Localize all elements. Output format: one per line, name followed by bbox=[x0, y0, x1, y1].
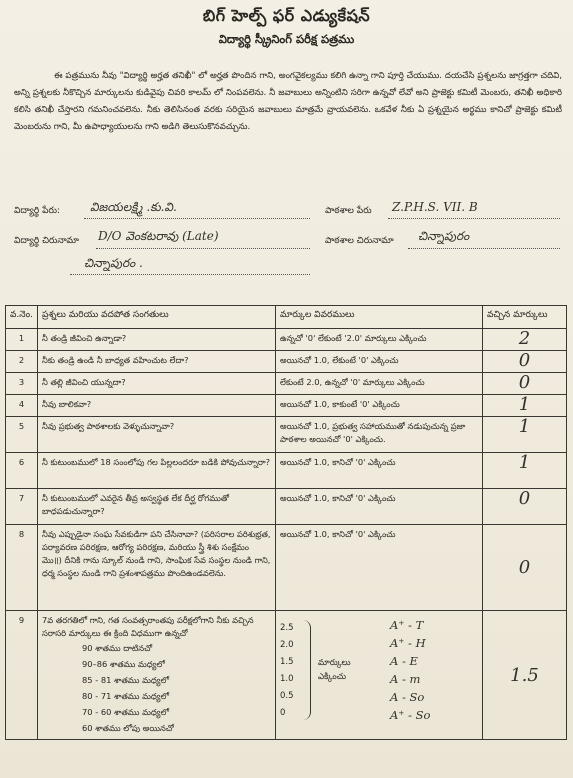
grade-entry: A⁺ - H bbox=[390, 636, 426, 650]
row-question: నీవు ఎప్పుడైనా సంఘ సేవకుడిగా పని చేసినావా? (పరిసరాల పరిశుభ్రత, పర్యావరణ పరిరక్షణ, ఆరోగ్య పరిరక్షణ, మరియు స్త్రీ శిశు సంక్షేమం మొ॥) దీనికి గాను స్కూల్ నుండి గాని, సాంఘిక సేవ సంస్థల నుండి గాని, ధర్మ సంస్థల నుండి గాని ప్రశంశాపత్రము పొందిఉండవలెను. bbox=[38, 525, 276, 611]
school-address-line bbox=[408, 248, 560, 249]
scale-value: 1.5 bbox=[280, 657, 294, 667]
row-number: 9 bbox=[6, 611, 38, 740]
percent-band: 80 - 71 శాతము మధ్యలో bbox=[82, 691, 169, 701]
scale-values bbox=[280, 620, 294, 722]
table-row bbox=[6, 373, 567, 395]
row-question: నీవు ప్రభుత్వ పాఠశాలకు వెళ్ళుచున్నావా? bbox=[38, 417, 276, 453]
row-number: 4 bbox=[6, 395, 38, 417]
student-address-line-2 bbox=[70, 274, 310, 275]
row-details: లేకుంటే 2.0, ఉన్నచో '0' మార్కులు ఎక్కించు bbox=[276, 373, 483, 395]
screening-table bbox=[5, 305, 567, 740]
row-details: ఉన్నచో '0' లేకుంటే '2.0' మార్కులు ఎక్కించు bbox=[276, 329, 483, 351]
marks-scale bbox=[280, 614, 478, 732]
table-row bbox=[6, 351, 567, 373]
grade-entry: A - So bbox=[390, 690, 425, 704]
scale-value: 0 bbox=[280, 708, 286, 718]
student-name-label: విద్యార్థి పేరు: bbox=[14, 206, 60, 216]
row-marks[interactable]: 1.5 bbox=[483, 611, 567, 740]
row-details-grades bbox=[276, 611, 483, 740]
student-address-label: విద్యార్థి చిరునామా bbox=[14, 236, 79, 246]
table-row bbox=[6, 329, 567, 351]
header-sno: వ.నెం. bbox=[6, 306, 38, 329]
row-details: అయినచో 1.0, కానిచో '0' ఎక్కించు bbox=[276, 525, 483, 611]
row-number: 1 bbox=[6, 329, 38, 351]
scale-value: 0.5 bbox=[280, 691, 294, 701]
row-details: అయినచో 1.0, ప్రభుత్వ సహాయముతో నడుపుచున్న ప్రజా పాఠశాల అయినచో '0' ఎక్కించు. bbox=[276, 417, 483, 453]
header-details: మార్కుల వివరములు bbox=[276, 306, 483, 329]
row-marks[interactable]: 0 bbox=[483, 489, 567, 525]
grade-entry: A - E bbox=[390, 654, 418, 668]
row-question: నీ తల్లి జీవించి యున్నదా? bbox=[38, 373, 276, 395]
school-address-value[interactable]: చిన్నాపురం bbox=[418, 229, 470, 243]
form-subtitle: విద్యార్థి స్క్రీనింగ్ పరీక్ష పత్రము bbox=[218, 32, 355, 46]
student-name-value[interactable]: విజయలక్ష్మి .కు.వి. bbox=[90, 200, 177, 214]
row-details: అయినచో 1.0, కాకుంటే '0' ఎక్కించు bbox=[276, 395, 483, 417]
row-marks[interactable]: 0 bbox=[483, 525, 567, 611]
row-details: అయినచో 1.0, కానిచో '0' ఎక్కించు bbox=[276, 489, 483, 525]
school-address-label: పాఠశాల చిరునామా bbox=[325, 236, 394, 246]
student-address-value[interactable]: D/O వెంకటరావు (Late) bbox=[98, 229, 219, 243]
scale-brace bbox=[302, 620, 311, 720]
row-marks[interactable]: 1 bbox=[483, 417, 567, 453]
school-name-label: పాఠశాల పేరు bbox=[325, 206, 372, 216]
school-name-line bbox=[388, 218, 560, 219]
student-address-value-2[interactable]: చిన్నాపురం . bbox=[84, 256, 143, 270]
row-number: 7 bbox=[6, 489, 38, 525]
student-address-line bbox=[96, 248, 310, 249]
row-marks[interactable]: 2 bbox=[483, 329, 567, 351]
row-question: నీ కుటుంబములో 18 సంంలోపు గల పిల్లలందరూ బడికి పోవుచున్నారా? bbox=[38, 453, 276, 489]
row-marks[interactable]: 0 bbox=[483, 351, 567, 373]
grade-entry: A⁺ - So bbox=[390, 708, 431, 722]
header-question: ప్రశ్నలు మరియు వదపోత సంగతులు bbox=[38, 306, 276, 329]
row-marks[interactable]: 0 bbox=[483, 373, 567, 395]
percent-band: 90–86 శాతము మధ్యలో bbox=[82, 659, 165, 669]
row-marks[interactable]: 1 bbox=[483, 395, 567, 417]
row-number: 6 bbox=[6, 453, 38, 489]
row-number: 3 bbox=[6, 373, 38, 395]
grades-question-text: 7వ తరగతిలో గాని, గత సంవత్సరాంతపు పరీక్షలోగాని నీకు వచ్చిన సరాసరి మార్కులు ఈ క్రింది విధముగా ఉన్నచో bbox=[42, 615, 254, 638]
form-title: బిగ్ హెల్ప్ ఫర్ ఎడ్యుకేషన్ bbox=[202, 6, 371, 25]
row-question: నీ తండ్రి జీవించి ఉన్నాడా? bbox=[38, 329, 276, 351]
instructions-paragraph: ఈ పత్రమును నీవు "విద్యార్థి అర్హత తనిఖీ" లో అర్హత పొందిన గాని, అంగవైకల్యము కలిగి ఉన్నా గాని పూర్తి చేయుము. దయచేసి ప్రశ్నలను జాగ్రత్తగా చదివి, అన్ని ప్రశ్నలకు నీకొచ్చిన మార్కులను కుడివైపు చివరి కాలమ్ లో నింపవలెను. నీ జవాబులు అన్నింటిని సరిగా ఉన్నవో లేవో అని ప్రాజెక్టు కమిటీ మెంబరు, తనిఖీ అధికారి కలిసి తనిఖీ చేస్తారని గమనించవలెను. నీకు తెలిసినంత వరకు సరియైన జవాబులు మాత్రమే వ్రాయవలెను. ఒకవేళ నీకు ఏ ప్రశ్నయైన అర్థము కానిచో ప్రాజెక్టు కమిటీ మెంబరును గాని, మీ ఉపాధ్యాయులను గాని అడిగి తెలుసుకొనవచ్చును. bbox=[14, 71, 562, 132]
row-question: నీకు తండ్రి ఉండి నీ బాధ్యత వహించుట లేదా? bbox=[38, 351, 276, 373]
row-question: నీ కుటుంబములో ఎవరైన తీవ్ర అస్వస్థత లేక దీర్ఘ రోగముతో బాధపడుచున్నారా? bbox=[38, 489, 276, 525]
scale-label: మార్కులు ఎక్కించు bbox=[318, 658, 351, 682]
row-question: నీవు బాలికవా? bbox=[38, 395, 276, 417]
percent-band-list bbox=[42, 640, 271, 736]
school-name-value[interactable]: Z.P.H.S. VII. B bbox=[392, 200, 478, 214]
scale-value: 2.0 bbox=[280, 640, 294, 650]
row-number: 8 bbox=[6, 525, 38, 611]
row-details: అయినచో 1.0, కానిచో '0' ఎక్కించు bbox=[276, 453, 483, 489]
row-marks[interactable]: 1 bbox=[483, 453, 567, 489]
row-number: 2 bbox=[6, 351, 38, 373]
table-header-row bbox=[6, 306, 567, 329]
row-question-grades bbox=[38, 611, 276, 740]
table-row bbox=[6, 417, 567, 453]
header-marks: వచ్చిన మార్కులు bbox=[483, 306, 567, 329]
percent-band: 90 శాతము దాటినచో bbox=[82, 643, 153, 653]
percent-band: 60 శాతము లోపు అయినచో bbox=[82, 723, 174, 733]
grade-entry: A⁺ - T bbox=[390, 618, 424, 632]
grade-entry: A - m bbox=[390, 672, 421, 686]
percent-band: 85 - 81 శాతము మధ్యలో bbox=[82, 675, 169, 685]
table-row bbox=[6, 395, 567, 417]
table-row bbox=[6, 525, 567, 611]
scale-value: 2.5 bbox=[280, 623, 294, 633]
table-row bbox=[6, 453, 567, 489]
percent-band: 70 - 60 శాతము మధ్యలో bbox=[82, 707, 169, 717]
row-details: అయినచో 1.0, లేకుంటే '0' ఎక్కించు bbox=[276, 351, 483, 373]
student-name-line bbox=[84, 218, 310, 219]
table-row-grades bbox=[6, 611, 567, 740]
scale-value: 1.0 bbox=[280, 674, 294, 684]
row-number: 5 bbox=[6, 417, 38, 453]
handwritten-grades bbox=[390, 616, 430, 724]
table-row bbox=[6, 489, 567, 525]
